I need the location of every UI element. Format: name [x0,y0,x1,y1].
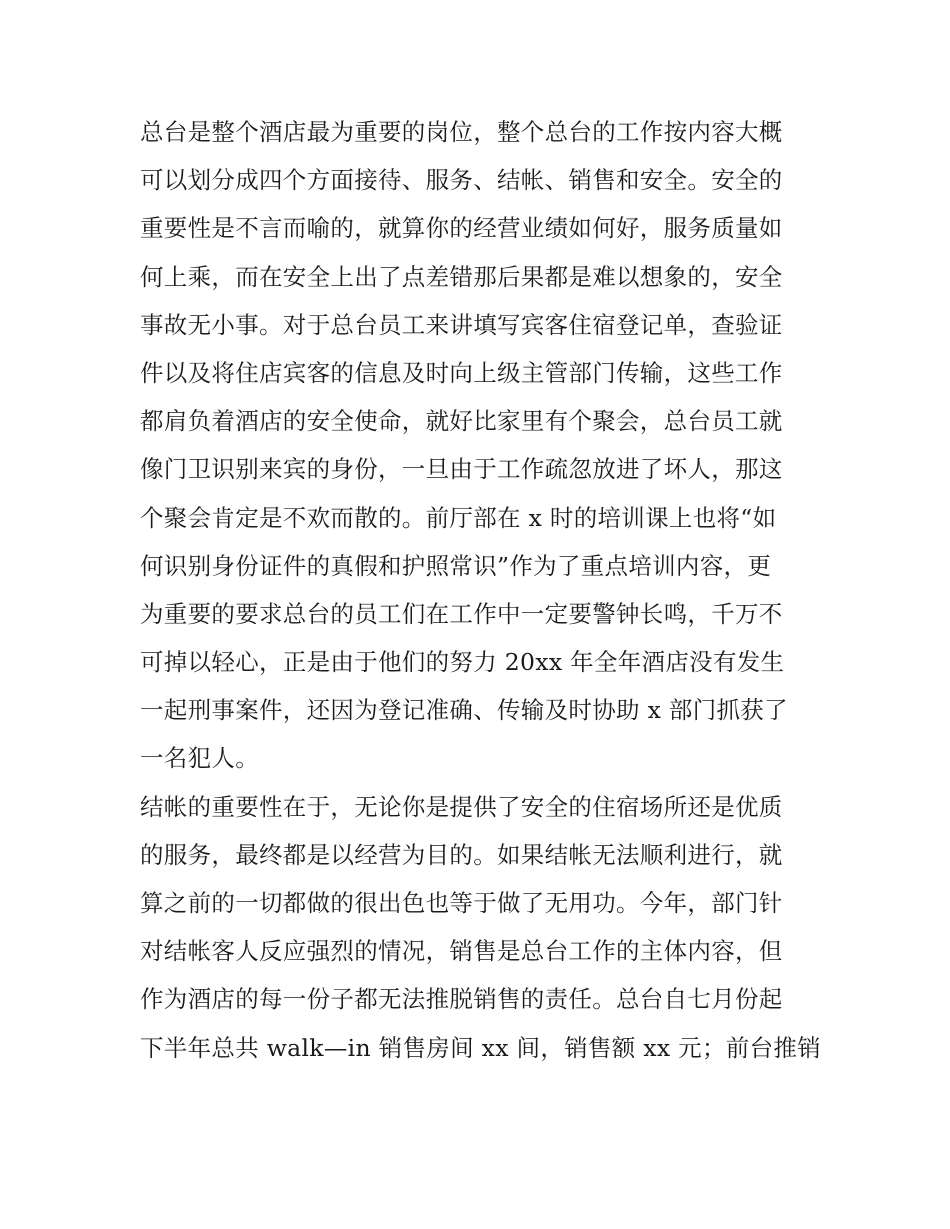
text-line: 一名犯人。 [140,744,259,773]
text-line: 一起刑事案件，还因为登记准确、传输及时协助 x 部门抓获了 [140,696,788,725]
text-line: 可掉以轻心，正是由于他们的努力 20xx 年全年酒店没有发生 [140,648,785,677]
text-line: 算之前的一切都做的很出色也等于做了无用功。今年，部门针 [140,889,783,917]
text-line: 何识别身份证件的真假和护照常识”作为了重点培训内容，更 [140,551,772,580]
text-line: 都肩负着酒店的安全使命，就好比家里有个聚会，总台员工就 [140,407,783,436]
text-line: 何上乘，而在安全上出了点差错那后果都是难以想象的，安全 [140,262,783,291]
text-line: 作为酒店的每一份子都无法推脱销售的责任。总台自七月份起 [140,985,783,1014]
text-line: 下半年总共 walk—in 销售房间 xx 间，销售额 xx 元；前台推销 [140,1033,821,1062]
paragraph-2 [140,783,820,1072]
text-line: 结帐的重要性在于，无论你是提供了安全的住宿场所还是优质 [140,792,783,821]
document-body [140,108,820,1072]
paragraph-1 [140,108,820,783]
text-line: 可以划分成四个方面接待、服务、结帐、销售和安全。安全的 [140,166,783,195]
text-line: 对结帐客人反应强烈的情况，销售是总台工作的主体内容，但 [140,937,783,966]
text-line: 的服务，最终都是以经营为目的。如果结帐无法顺利进行，就 [140,840,783,869]
text-line: 个聚会肯定是不欢而散的。前厅部在 x 时的培训课上也将“如 [140,503,777,532]
text-line: 事故无小事。对于总台员工来讲填写宾客住宿登记单，查验证 [140,310,783,339]
text-line: 件以及将住店宾客的信息及时向上级主管部门传输，这些工作 [140,358,783,387]
text-line: 像门卫识别来宾的身份，一旦由于工作疏忽放进了坏人，那这 [140,455,783,484]
text-line: 为重要的要求总台的员工们在工作中一定要警钟长鸣，千万不 [140,599,783,628]
text-line: 重要性是不言而喻的，就算你的经营业绩如何好，服务质量如 [140,214,783,243]
text-line: 总台是整个酒店最为重要的岗位，整个总台的工作按内容大概 [140,118,783,146]
